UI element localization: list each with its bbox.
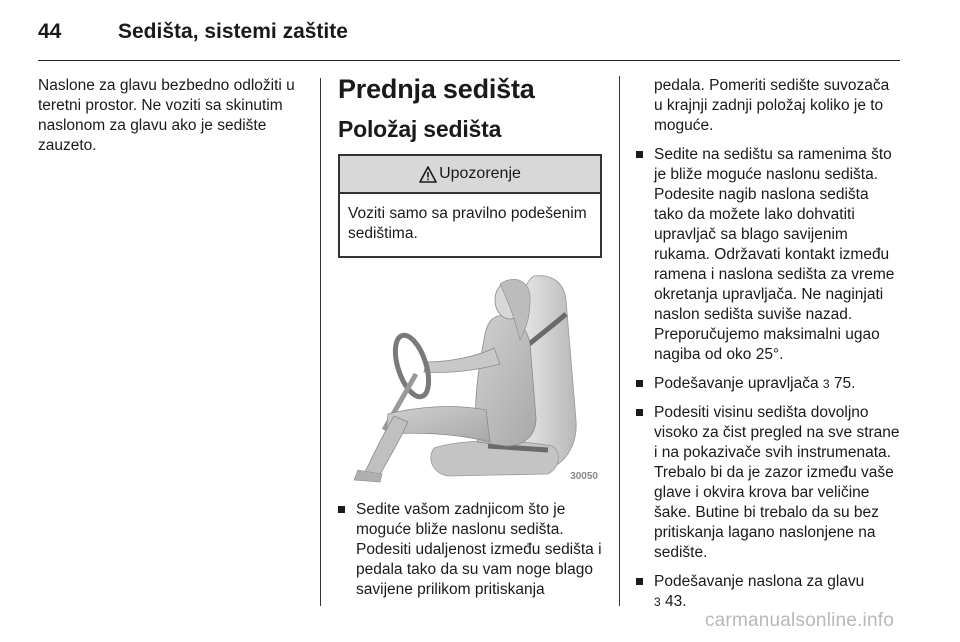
- column-divider-left: [320, 78, 321, 606]
- figure-number: 30050: [570, 471, 598, 482]
- bullet-text: Podešavanje upravljača: [654, 375, 823, 392]
- bullet-square-icon: [636, 409, 643, 416]
- right-column: [636, 76, 902, 621]
- bullet-text: Sedite na sedištu sa ramenima što je bliže moguće naslonu sedišta. Podesite nagib naslona sedišta tako da možete lako dohvatiti upravljač sa blago savijenim rukama. Održavati kontakt između ramena i naslona sedišta za vreme okretanja upravljača. Ne naginjati naslon sedišta suviše nazad. Preporučujemo maksimalni ugao nagiba od oko 25°.: [654, 146, 895, 363]
- list-item: [636, 145, 902, 365]
- warning-triangle-icon: [419, 166, 437, 183]
- column-divider-right: [619, 76, 620, 606]
- seat-instructions-list-continued: [636, 76, 902, 612]
- middle-column: [338, 72, 602, 609]
- continuation-text: pedala. Pomeriti sedište suvozača u krajnji zadnji položaj koliko je to moguće.: [654, 77, 890, 134]
- bullet-square-icon: [636, 578, 643, 585]
- chapter-title: Sedišta, sistemi zaštite: [118, 20, 348, 43]
- seat-position-illustration: [338, 270, 602, 484]
- left-column: [38, 76, 308, 156]
- list-item-continuation: [636, 76, 902, 136]
- warning-header: [340, 156, 600, 194]
- list-item: [338, 500, 602, 600]
- driver-seat-figure: [338, 270, 602, 484]
- page-header: [38, 16, 900, 62]
- warning-box: [338, 154, 602, 258]
- headrest-storage-paragraph: Naslone za glavu bezbedno odložiti u teretni prostor. Ne voziti sa skinutim naslonom za glavu ako je sedište zauzeto.: [38, 77, 295, 154]
- bullet-square-icon: [338, 506, 345, 513]
- list-item: [636, 403, 902, 563]
- bullet-text: Podešavanje naslona za glavu: [654, 573, 865, 590]
- bullet-square-icon: [636, 151, 643, 158]
- section-heading: Prednja sedišta: [338, 74, 535, 104]
- bullet-text: Sedite vašom zadnjicom što je moguće bliže naslonu sedišta. Podesiti udaljenost između sedišta i pedala tako da su vam noge blago savijene prilikom pritiskanja: [356, 501, 602, 598]
- header-rule: [38, 60, 900, 61]
- list-item: [636, 374, 902, 394]
- watermark: carmanualsonline.info: [704, 610, 894, 631]
- bullet-square-icon: [636, 380, 643, 387]
- page-reference-link[interactable]: 75.: [833, 375, 856, 392]
- warning-title: Upozorenje: [439, 165, 521, 182]
- page-number: 44: [38, 20, 62, 43]
- warning-text: Voziti samo sa pravilno podešenim sedištima.: [348, 205, 587, 242]
- page-reference-link[interactable]: 43.: [665, 593, 687, 610]
- list-item: [636, 572, 902, 612]
- seat-instructions-list: [338, 500, 602, 600]
- subsection-heading: Položaj sedišta: [338, 116, 502, 142]
- page-reference-icon[interactable]: 3: [654, 595, 661, 609]
- page-reference-icon[interactable]: 3: [822, 377, 830, 391]
- bullet-text: Podesiti visinu sedišta dovoljno visoko za čist pregled na sve strane i na pokazivače svih instrumenata. Trebalo bi da je zazor između vaše glave i okvira krova bar veličine šake. Butine bi trebalo da su bez pritiskanja lagano naslonjene na sedište.: [654, 404, 900, 561]
